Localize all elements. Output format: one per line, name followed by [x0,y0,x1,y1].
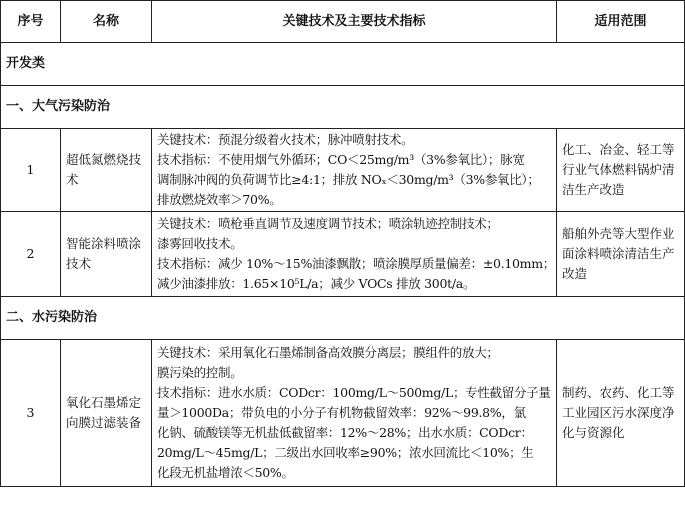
category-title: 开发类 [1,43,685,86]
spec-line: 技术指标：不使用烟气外循环；CO＜25mg/m³（3%参氧比）；脉宽 [157,152,525,167]
spec-line: 膜污染的控制。 [157,365,243,380]
row-number: 2 [1,212,61,297]
section-row-water [1,297,685,340]
header-no: 序号 [1,1,61,43]
spec-line: 漆雾回收技术。 [157,236,243,251]
tech-spec [152,340,557,487]
table-header-row [1,1,685,43]
spec-line: 化段无机盐增浓＜50%。 [157,465,294,480]
tech-spec [152,129,557,212]
tech-spec [152,212,557,297]
tech-scope: 船舶外壳等大型作业面涂料喷涂清洁生产改造 [557,212,685,297]
spec-line: 关键技术：喷枪垂直调节及速度调节技术；喷涂轨迹控制技术； [157,216,499,231]
tech-name: 超低氮燃烧技术 [61,129,152,212]
spec-line: 调制脉冲阀的负荷调节比≥4:1；排放 NOₓ＜30mg/m³（3%参氧比）； [157,172,540,187]
table-row [1,129,685,212]
spec-line: 技术指标：进水水质：CODcr：100mg/L～500mg/L；专性截留分子量 [157,385,551,400]
tech-scope: 化工、冶金、轻工等行业气体燃料锅炉清洁生产改造 [557,129,685,212]
spec-line: 量＞1000Da；带负电的小分子有机物截留效率：92%～99.8%，氯 [157,405,526,420]
table-row [1,340,685,487]
spec-line: 化钠、硫酸镁等无机盐低截留率：12%～28%；出水水质：CODcr： [157,425,533,440]
tech-name: 氧化石墨烯定向膜过滤装备 [61,340,152,487]
spec-line: 排放燃烧效率＞70%。 [157,192,282,207]
section-title: 二、水污染防治 [1,297,685,340]
header-scope: 适用范围 [557,1,685,43]
tech-scope: 制药、农药、化工等工业园区污水深度净化与资源化 [557,340,685,487]
tech-name: 智能涂料喷涂技术 [61,212,152,297]
section-title: 一、大气污染防治 [1,86,685,129]
spec-line: 技术指标：减少 10%～15%油漆飘散；喷涂膜厚质量偏差：±0.10mm； [157,256,555,271]
row-number: 1 [1,129,61,212]
row-number: 3 [1,340,61,487]
spec-line: 减少油漆排放：1.65×10⁵L/a；减少 VOCs 排放 300t/a。 [157,276,476,291]
table-row [1,212,685,297]
spec-line: 关键技术：采用氧化石墨烯制备高效膜分离层；膜组件的放大； [157,345,499,360]
header-spec: 关键技术及主要技术指标 [152,1,557,43]
section-row-air [1,86,685,129]
category-row [1,43,685,86]
spec-line: 关键技术：预混分级着火技术；脉冲喷射技术。 [157,132,414,147]
spec-line: 20mg/L～45mg/L；二级出水回收率≥90%；浓水回流比＜10%；生 [157,445,534,460]
header-name: 名称 [61,1,152,43]
